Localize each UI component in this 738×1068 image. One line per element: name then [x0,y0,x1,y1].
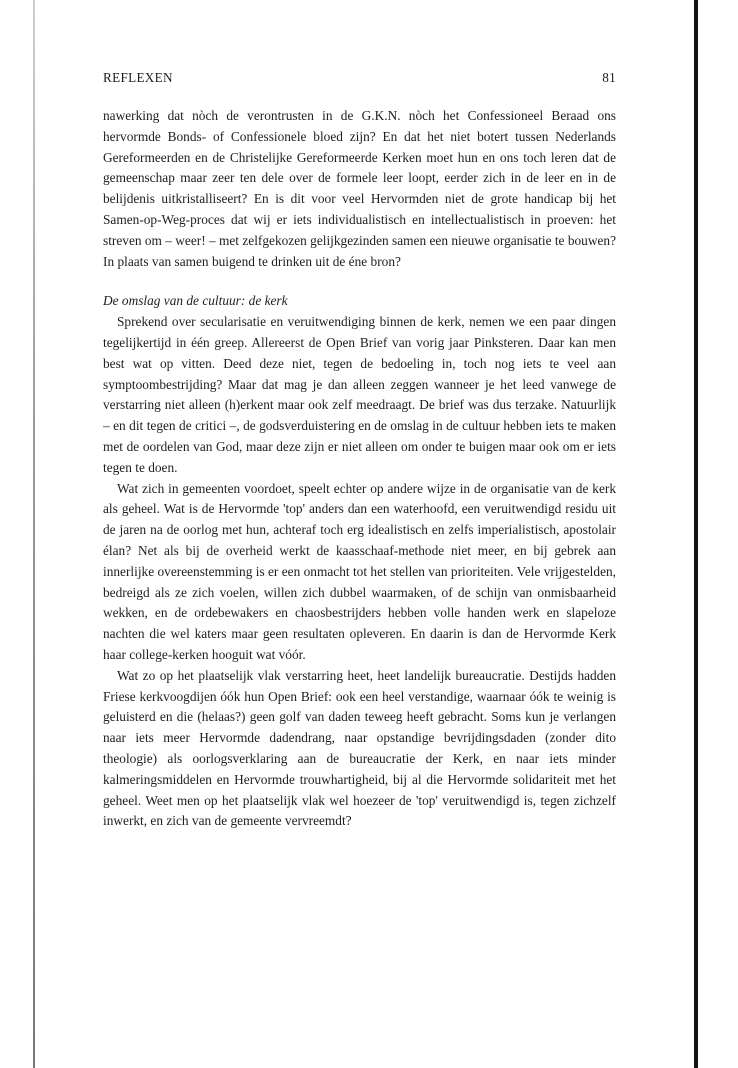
body-text [103,106,616,832]
book-page [103,70,616,832]
running-title: REFLEXEN [103,70,173,85]
paragraph-continued: nawerking dat nòch de verontrusten in de G.K.N. nòch het Confessioneel Beraad ons hervormde Bonds- of Confessionele bloed zijn? En dat het niet botert tussen Nederlands Gereformeerden en de Christelijke Gereformeerde Kerken moet hun en ons toch leren dat de gemeenschap maar zeer ten dele over de formele leer loopt, eerder zich in de leer en in de belijdenis uitkristalliseert? En is dit voor veel Hervormden niet de grote handicap bij het Samen-op-Weg-proces dat wij er iets individualistisch en intellectualistisch in proeven: het streven om – weer! – met zelfgekozen gelijkgezinden samen een nieuwe organisatie te bouwen? In plaats van samen buigend te drinken uit de éne bron? [103,108,616,269]
scan-border-right [694,0,698,1068]
running-header [103,70,616,90]
page-number: 81 [602,70,616,85]
section-heading: De omslag van de cultuur: de kerk [103,293,288,309]
scan-shadow-left [33,0,35,1068]
paragraph: Sprekend over secularisatie en veruitwendiging binnen de kerk, nemen we een paar dingen tegelijkertijd in één greep. Allereerst de Open Brief van vorig jaar Pinksteren. Daar kan men best wat op vitten. Deed deze niet, tegen de bedoeling in, toch nog iets te veel aan symptoombestrijding? Maar dat mag je dan alleen zeggen wanneer je het leed vanwege de verstarring niet alleen (h)erkent maar ook zelf meedraagt. De brief was dus terzake. Natuurlijk – en dit tegen de critici –, de godsverduistering en de omslag in de cultuur hebben iets te maken met de oordelen van God, maar deze zijn er niet alleen om onder te buigen maar ook om er iets tegen te doen. [103,314,616,475]
paragraph: Wat zo op het plaatselijk vlak verstarring heet, heet landelijk bureaucratie. Destijds hadden Friese kerkvoogdijen óók hun Open Brief: ook een heel verstandige, waarnaar óók te weinig is geluisterd en die (helaas?) geen golf van daden teweeg heeft gebracht. Soms kun je verlangen naar iets meer Hervormde dadendrang, naar opstandige bevrijdingsdaden (zonder dito theologie) als oorlogsverklaring aan de bureaucratie der Kerk, en naar iets minder kalmeringsmiddelen en Hervormde trouwhartigheid, bij al die Hervormde solidariteit met het geheel. Weet men op het plaatselijk vlak wel hoezeer de 'top' veruitwendigd is, tegen zichzelf inwerkt, en zich van de gemeente vervreemdt? [103,667,616,829]
paragraph: Wat zich in gemeenten voordoet, speelt echter op andere wijze in de organisatie van de kerk als geheel. Wat is de Hervormde 'top' anders dan een waterhoofd, een veruitwendigd residu uit de jaren na de oorlog met hun, achteraf toch erg idealistisch en zelfs imperialistisch, apostolair élan? Net als bij de overheid werkt de kaasschaaf-methode niet meer, en bij gebrek aan innerlijke overeenstemming is er een onmacht tot het stellen van prioriteiten. Vele vrijgestelden, bedreigd als ze zich voelen, willen zich dubbel waarmaken, of de schijn van onmisbaarheid wekken, en de ordebewakers en chaosbestrijders hebben volle handen werk en slapeloze nachten die wel katers maar geen resultaten opleveren. En daarin is dan de Hervormde Kerk haar college-kerken hooguit wat vóór. [103,480,616,662]
